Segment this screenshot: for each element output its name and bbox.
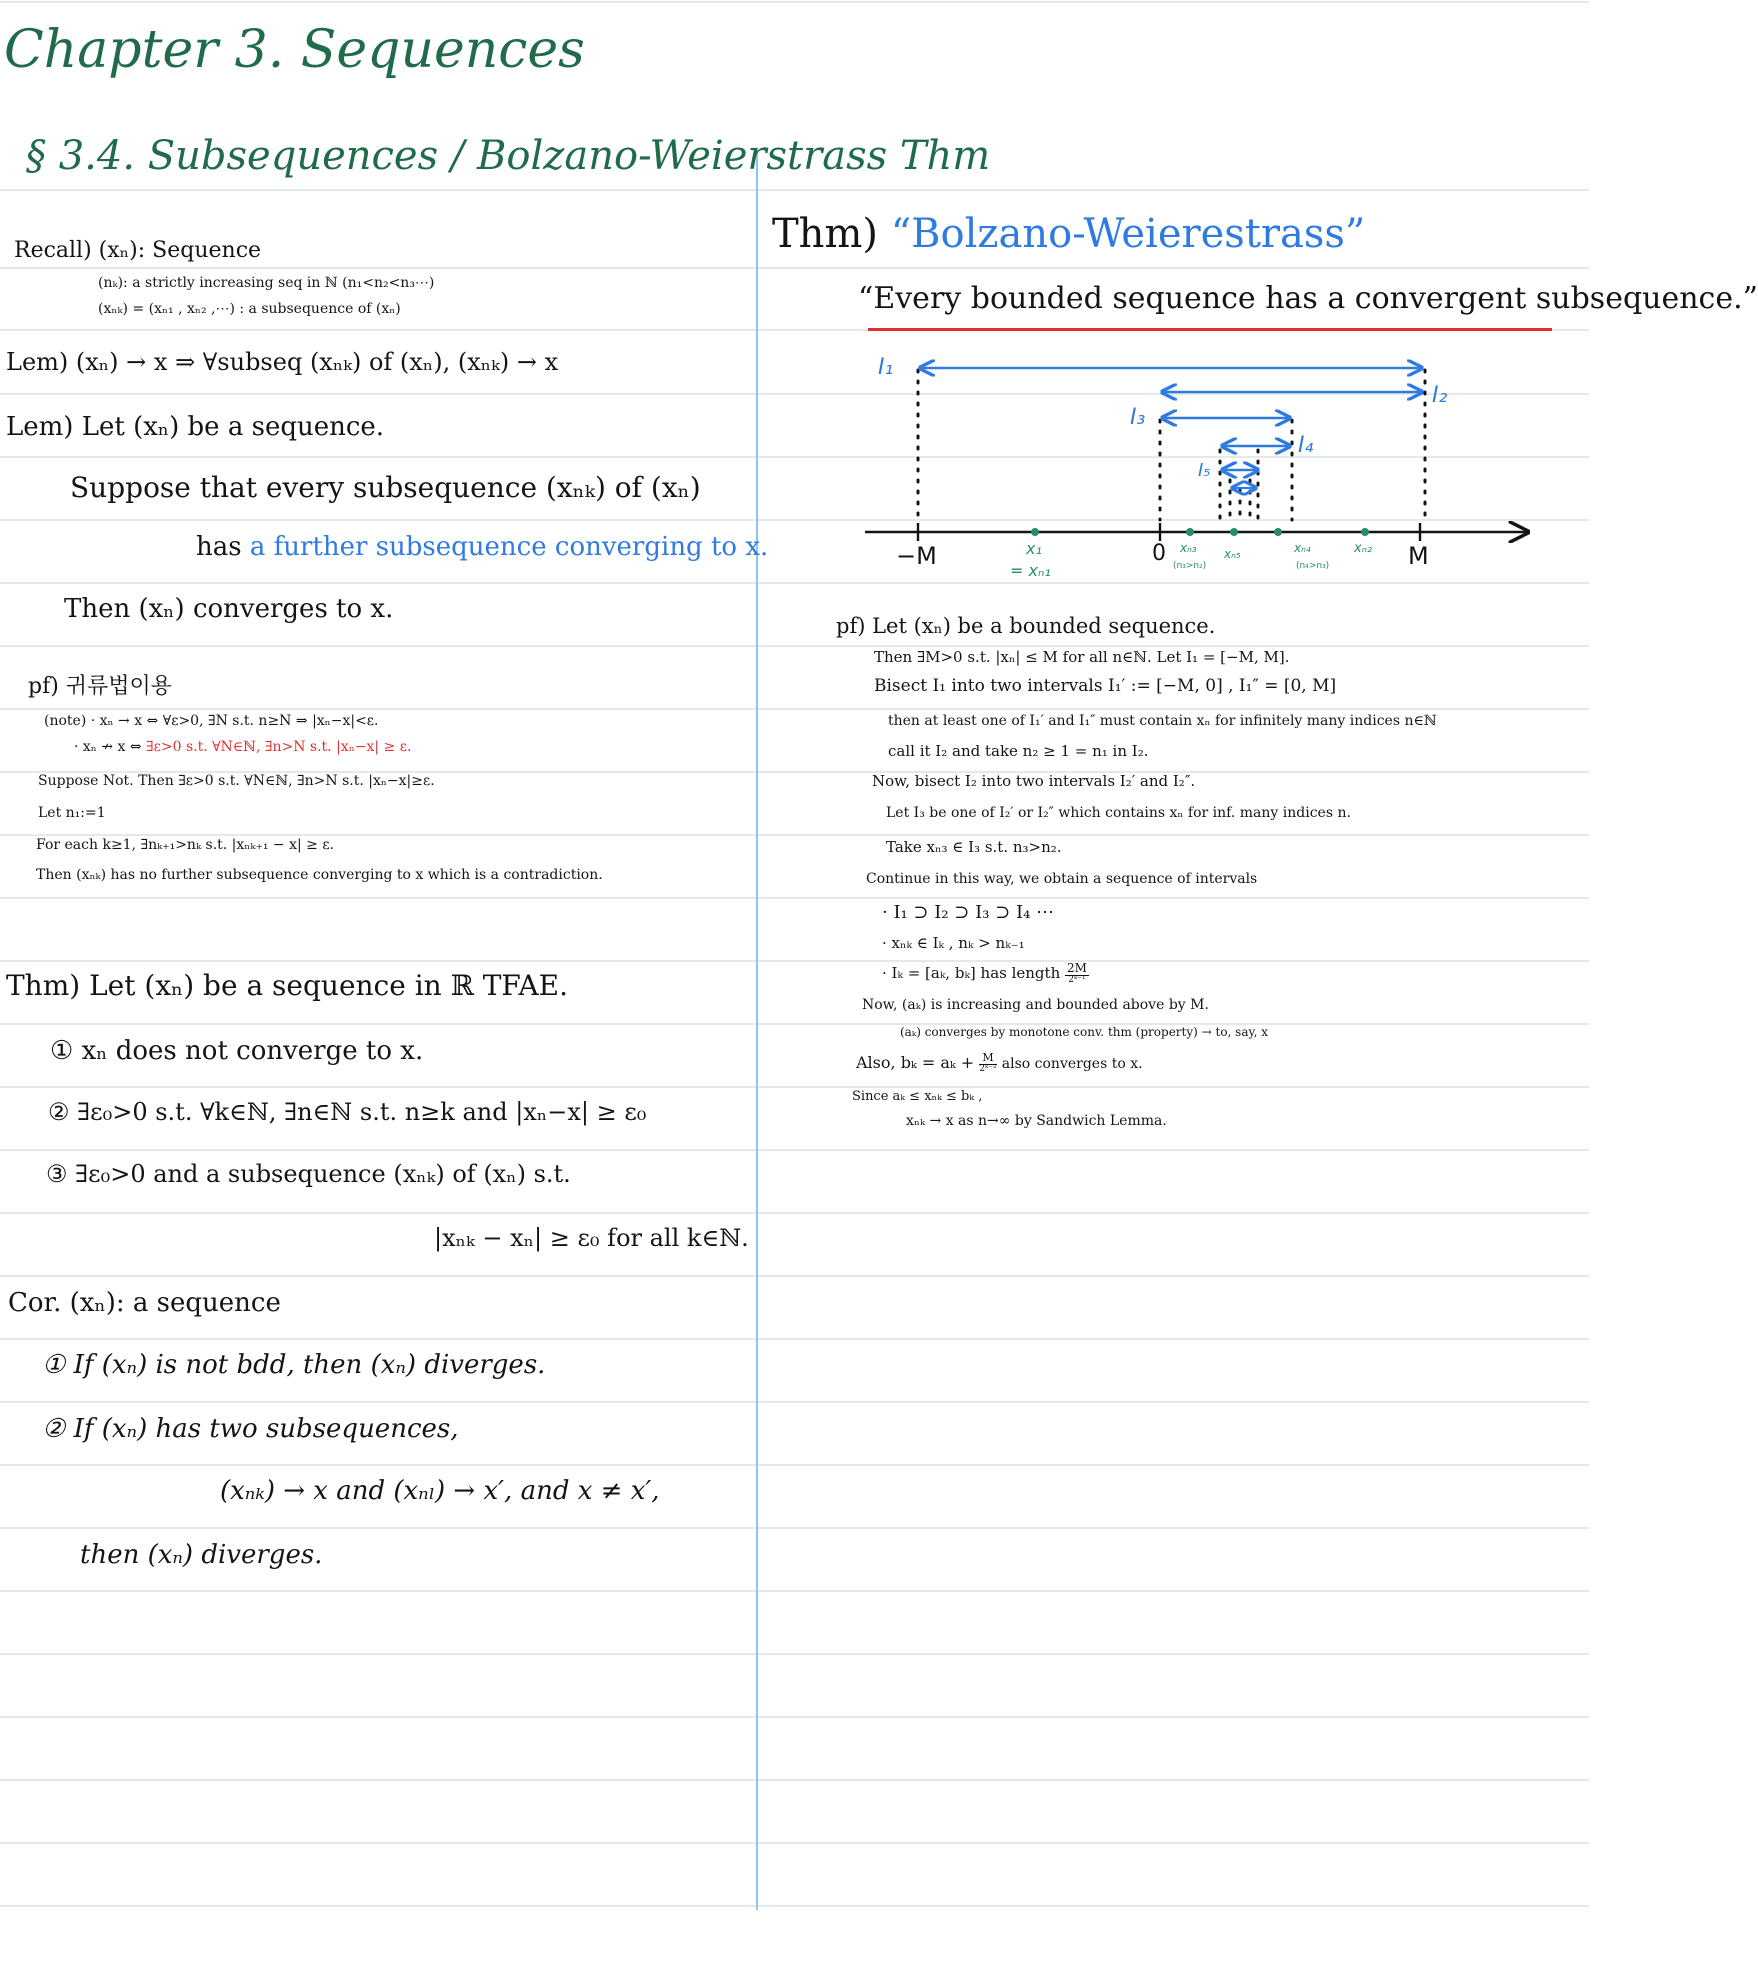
label-xn4: xₙ₄ bbox=[1294, 541, 1311, 555]
label-i3: I₃ bbox=[1130, 405, 1146, 430]
proof-note-2-negation: ∃ε>0 s.t. ∀N∈ℕ, ∃n>N s.t. |xₙ−x| ≥ ε. bbox=[146, 739, 412, 755]
recall-line-1: (nₖ): a strictly increasing seq in ℕ (n₁<n₂<n₃⋯) bbox=[98, 275, 435, 291]
label-xn3-cond: (n₃>n₂) bbox=[1173, 561, 1207, 571]
cor-head: Cor. (xₙ): a sequence bbox=[8, 1288, 281, 1318]
label-xn3: xₙ₃ bbox=[1180, 541, 1197, 555]
bw-proof-l1: Then ∃M>0 s.t. |xₙ| ≤ M for all n∈ℕ. Let I₁ = [−M, M]. bbox=[874, 648, 1290, 666]
proof-head: pf) 귀류법이용 bbox=[28, 674, 173, 699]
proof-note-2 bbox=[74, 740, 411, 754]
cor-item-1: ① If (xₙ) is not bdd, then (xₙ) diverges. bbox=[42, 1350, 546, 1380]
cor-item-2c: then (xₙ) diverges. bbox=[80, 1540, 323, 1570]
bw-b-fraction bbox=[979, 1052, 996, 1075]
bw-proof-l10: · xₙₖ ∈ Iₖ , nₖ > nₖ₋₁ bbox=[882, 934, 1025, 952]
bw-proof-l3: then at least one of I₁′ and I₁″ must contain xₙ for infinitely many indices n∈ℕ bbox=[888, 713, 1437, 729]
label-x1: x₁ bbox=[1026, 539, 1042, 558]
bw-proof-head: pf) Let (xₙ) be a bounded sequence. bbox=[836, 614, 1216, 638]
bw-b-num: M bbox=[979, 1052, 996, 1065]
bw-proof-l12: Now, (aₖ) is increasing and bounded above by M. bbox=[862, 997, 1209, 1013]
label-xn4-cond: (n₄>n₃) bbox=[1296, 561, 1330, 571]
cor-item-2: ② If (xₙ) has two subsequences, bbox=[42, 1414, 459, 1444]
proof-line-4: Then (xₙₖ) has no further subsequence converging to x which is a contradiction. bbox=[36, 867, 603, 883]
proof-line-3: For each k≥1, ∃nₖ₊₁>nₖ s.t. |xₙₖ₊₁ − x| ≥ ε. bbox=[36, 837, 335, 853]
bw-proof-l16: xₙₖ → x as n→∞ by Sandwich Lemma. bbox=[906, 1113, 1167, 1129]
tfae-condition-3: ③ ∃ε₀>0 and a subsequence (xₙₖ) of (xₙ) s.t. bbox=[46, 1160, 571, 1188]
bw-proof-l7: Take xₙ₃ ∈ I₃ s.t. n₃>n₂. bbox=[886, 838, 1062, 856]
label-m: M bbox=[1408, 542, 1429, 570]
bw-proof-l8: Continue in this way, we obtain a sequence of intervals bbox=[866, 871, 1258, 887]
bw-proof-l4: call it I₂ and take n₂ ≥ 1 = n₁ in I₂. bbox=[888, 742, 1149, 760]
proof-line-1: Suppose Not. Then ∃ε>0 s.t. ∀N∈ℕ, ∃n>N s.t. |xₙ−x|≥ε. bbox=[38, 773, 435, 789]
label-i2: I₂ bbox=[1432, 383, 1448, 408]
bw-length-prefix: · Iₖ = [aₖ, bₖ] has length bbox=[882, 964, 1065, 983]
tfae-condition-3b: |xₙₖ − xₙ| ≥ ε₀ for all k∈ℕ. bbox=[434, 1224, 749, 1252]
proof-note-1: (note) · xₙ → x ⇔ ∀ε>0, ∃N s.t. n≥N ⇒ |xₙ−x|<ε. bbox=[44, 713, 379, 729]
bw-underline bbox=[868, 328, 1552, 331]
tfae-condition-1: ① xₙ does not converge to x. bbox=[50, 1036, 424, 1066]
recall-head: Recall) (xₙ): Sequence bbox=[14, 238, 262, 263]
bw-b-prefix: Also, bₖ = aₖ + bbox=[856, 1053, 980, 1072]
bw-thm-label: Thm) bbox=[772, 211, 891, 257]
label-i1: I₁ bbox=[878, 355, 894, 380]
lemma-1: Lem) (xₙ) → x ⇒ ∀subseq (xₙₖ) of (xₙ), (xₙₖ) → x bbox=[6, 348, 559, 376]
nested-intervals-diagram bbox=[860, 340, 1540, 590]
bw-b-suffix: also converges to x. bbox=[1001, 1056, 1143, 1072]
label-i4: I₄ bbox=[1298, 433, 1314, 458]
label-neg-m: −M bbox=[896, 542, 937, 570]
bw-b-den: 2ᵏ⁻² bbox=[979, 1064, 997, 1075]
bw-proof-l15: Since aₖ ≤ xₙₖ ≤ bₖ , bbox=[852, 1089, 983, 1104]
bw-statement: “Every bounded sequence has a convergent subsequence.” bbox=[858, 281, 1758, 316]
proof-note-2-prefix: · xₙ ↛ x ⇔ bbox=[74, 739, 147, 755]
lemma-2-conclusion: Then (xₙ) converges to x. bbox=[64, 594, 394, 624]
bw-theorem-title bbox=[772, 211, 1366, 257]
bw-proof-l9: · I₁ ⊃ I₂ ⊃ I₃ ⊃ I₄ ⋯ bbox=[882, 902, 1055, 923]
proof-line-2: Let n₁:=1 bbox=[38, 805, 106, 821]
label-zero: 0 bbox=[1152, 541, 1166, 566]
tfae-head: Thm) Let (xₙ) be a sequence in ℝ TFAE. bbox=[6, 969, 568, 1002]
bw-proof-l13: (aₖ) converges by monotone conv. thm (property) → to, say, x bbox=[900, 1025, 1269, 1039]
bw-proof-l2: Bisect I₁ into two intervals I₁′ := [−M, 0] , I₁″ = [0, M] bbox=[874, 676, 1337, 696]
bw-proof-l14 bbox=[856, 1052, 1143, 1075]
label-xn5: xₙ₅ bbox=[1224, 547, 1241, 561]
bw-length-num: 2M bbox=[1067, 961, 1087, 975]
cor-item-2b: (xₙₖ) → x and (xₙₗ) → x′, and x ≠ x′, bbox=[220, 1476, 660, 1506]
label-i5: I₅ bbox=[1198, 460, 1211, 481]
lemma-2-line-2 bbox=[196, 534, 768, 560]
label-x1-eq: = xₙ₁ bbox=[1010, 561, 1051, 580]
bw-length-fraction bbox=[1065, 962, 1089, 986]
lemma-2-further-subsequence: a further subsequence converging to x. bbox=[249, 532, 769, 562]
bw-proof-l5: Now, bisect I₂ into two intervals I₂′ and I₂″. bbox=[872, 772, 1196, 790]
bw-length-den: 2ᵏ⁻¹ bbox=[1068, 975, 1086, 986]
bw-proof-l11 bbox=[882, 962, 1089, 986]
bw-proof-l6: Let I₃ be one of I₂′ or I₂″ which contains xₙ for inf. many indices n. bbox=[886, 805, 1351, 821]
lemma-2-has: has bbox=[196, 532, 250, 562]
section-title: § 3.4. Subsequences / Bolzano-Weierstrass Thm bbox=[26, 133, 991, 179]
lemma-2-line-1: Suppose that every subsequence (xₙₖ) of (xₙ) bbox=[70, 471, 701, 504]
chapter-title: Chapter 3. Sequences bbox=[4, 20, 585, 80]
label-xn2: xₙ₂ bbox=[1354, 541, 1373, 556]
bw-thm-name: “Bolzano-Weierestrass” bbox=[890, 211, 1366, 257]
tfae-condition-2: ② ∃ε₀>0 s.t. ∀k∈ℕ, ∃n∈ℕ s.t. n≥k and |xₙ−x| ≥ ε₀ bbox=[48, 1098, 647, 1126]
recall-line-2: (xₙₖ) = (xₙ₁ , xₙ₂ ,⋯) : a subsequence of (xₙ) bbox=[98, 301, 401, 317]
lemma-2-head: Lem) Let (xₙ) be a sequence. bbox=[6, 412, 385, 442]
